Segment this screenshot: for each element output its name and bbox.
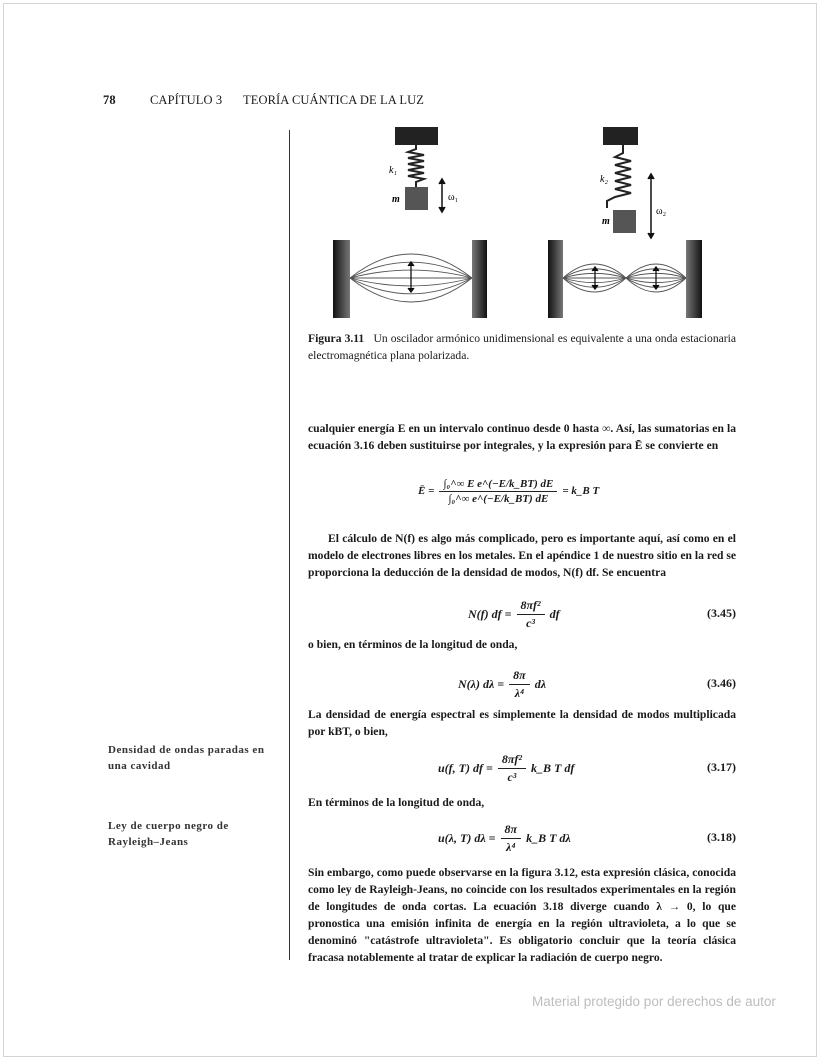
eq-lhs: N(λ) dλ = [458,676,505,691]
eq-numerator: 8π [509,668,530,685]
eq-rhs: dλ [534,676,547,691]
ceiling-block [395,127,438,145]
equation-number: (3.18) [707,830,736,844]
copyright-watermark: Material protegido por derechos de autor [532,994,776,1009]
eq-lhs: u(λ, T) dλ = [438,830,496,845]
label-m1: m [392,194,400,205]
paragraph: Sin embargo, como puede observarse en la figura 3.12, esta expresión clásica, conocida como ley de Rayleigh-Jeans, no coincide con los resultados experimentales en la región de longitudes de onda cortas. La ecuación 3.18 diverge cuando λ → 0, lo que pronostica una emisión infinita de energía en la región ultravioleta, a lo que se denominó "catástrofe ultravioleta". Es obligatorio concluir que la teoría clásica fracasa notablemente al tratar de explicar la radiación de cuerpo negro. [308,866,736,964]
double-arrow-icon [648,174,654,238]
figure-caption [308,330,736,364]
ceiling-block [603,127,638,145]
eq-rhs: k_B T dλ [526,830,571,845]
wall [686,240,702,318]
eq-numerator: 8π [501,822,522,839]
sidenote-standing-waves: Densidad de ondas paradas en una cavidad [108,744,265,772]
eq-denominator: ∫₀^∞ e^(−E/k_BT) dE [448,492,549,505]
double-arrow-icon [439,179,445,212]
wall [333,240,350,318]
paragraph: cualquier energía E en un intervalo continuo desde 0 hasta ∞. Así, las sumatorias en la ecuación 3.16 deben sustituirse por integrales, y la expresión para Ē se convierte en [308,422,736,452]
eq-numerator: 8πf² [498,752,526,769]
chapter-title: TEORÍA CUÁNTICA DE LA LUZ [243,93,424,107]
caption-label: Figura 3.11 [308,332,365,345]
chapter-label: CAPÍTULO 3 [150,93,223,107]
page-number: 78 [103,93,116,107]
eq-denominator: λ⁴ [514,685,525,700]
equation-3-17 [308,746,736,790]
paragraph: El cálculo de N(f) es algo más complicado, pero es importante aquí, así como en el modelo de electrones libres en los metales. En el apéndice 1 de nuestro sitio en la red se proporciona la deducción de la densidad de modos, N(f) df. Se encuentra [308,532,736,579]
mass-block [405,187,428,210]
equation-mean-energy [308,456,736,526]
eq-lhs: N(f) df = [468,606,512,621]
eq-lhs: Ē = [418,485,435,497]
paragraph: La densidad de energía espectral es simplemente la densidad de modos multiplicada por kBT, o bien, [308,708,736,738]
equation-number: (3.46) [707,676,736,690]
eq-denominator: λ⁴ [506,839,516,854]
paragraph: o bien, en términos de la longitud de onda, [308,638,518,651]
eq-denominator: c³ [507,769,517,784]
caption-text: Un oscilador armónico unidimensional es equivalente a una onda estacionaria electromagnética plana polarizada. [308,332,736,362]
eq-numerator: 8πf² [517,598,545,615]
paragraph: En términos de la longitud de onda, [308,796,485,809]
eq-lhs: u(f, T) df = [438,760,493,775]
eq-denominator: c³ [526,615,536,630]
label-omega1: ω₁ [448,192,459,203]
wall [472,240,487,318]
label-omega2: ω₂ [656,206,667,217]
label-k2: k₂ [600,174,608,185]
eq-rhs: df [549,606,560,621]
eq-rhs: = k_B T [562,485,600,497]
equation-number: (3.45) [707,606,736,620]
mass-block [613,210,636,233]
equation-number: (3.17) [707,760,736,774]
eq-rhs: k_B T df [530,760,575,775]
equation-3-46 [308,662,736,706]
spring-icon [408,145,424,187]
label-k1: k₁ [389,165,397,176]
label-m2: m [602,216,610,227]
wall [548,240,563,318]
spring-icon [607,145,631,208]
figure-oscillator-diagram [0,0,822,330]
equation-3-45 [308,592,736,636]
equation-3-18 [308,816,736,860]
eq-numerator: ∫₀^∞ E e^(−E/k_BT) dE [439,478,557,492]
sidenote-rayleigh-jeans: Ley de cuerpo negro de Rayleigh–Jeans [108,820,229,848]
